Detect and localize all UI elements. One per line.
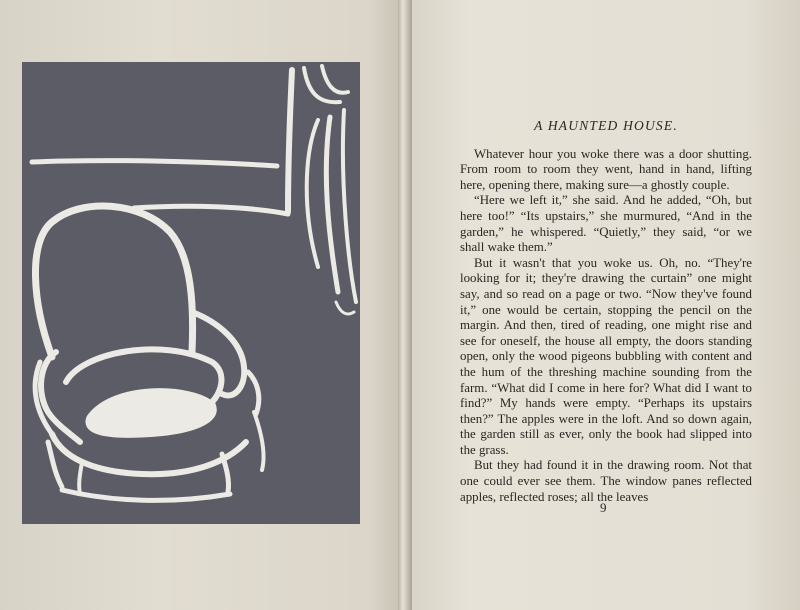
paragraph: “Here we left it,” she said. And he added, “Oh, but here too!” “Its upstairs,” she murmured, “And in the garden,” he whispered. “Quietly,” they said, “or we shall wake them.” xyxy=(460,193,752,255)
story-title: A HAUNTED HOUSE. xyxy=(534,118,678,133)
paragraph: Whatever hour you woke there was a door shutting. From room to room they went, hand in hand, lifting here, opening there, making sure—a ghostly couple. xyxy=(460,146,752,192)
book-gutter xyxy=(398,0,412,610)
paragraph: But they had found it in the drawing room. Not that one could ever see them. The window panes reflected apples, reflected roses; all the leaves xyxy=(460,458,752,504)
armchair-woodcut-illustration xyxy=(22,62,360,524)
armchair-woodcut-drawing xyxy=(22,62,360,524)
page-number: 9 xyxy=(600,500,607,515)
paragraph: But it wasn't that you woke us. Oh, no. “They're looking for it; they're drawing the curtain” one might say, and so read on a page or two. “Now they've found it,” one would be certain, stopping the pencil on the margin. And then, tired of reading, one might rise and see for oneself, the house all empty, the doors standing open, only the wood pigeons bubbling with content and the hum of the threshing machine sounding from the farm. “What did I come in here for? What did I want to find?” My hands were empty. “Perhaps its upstairs then?” The apples were in the loft. And so down again, the garden still as ever, only the book had slipped into the grass. xyxy=(460,255,752,457)
story-text xyxy=(460,118,752,505)
